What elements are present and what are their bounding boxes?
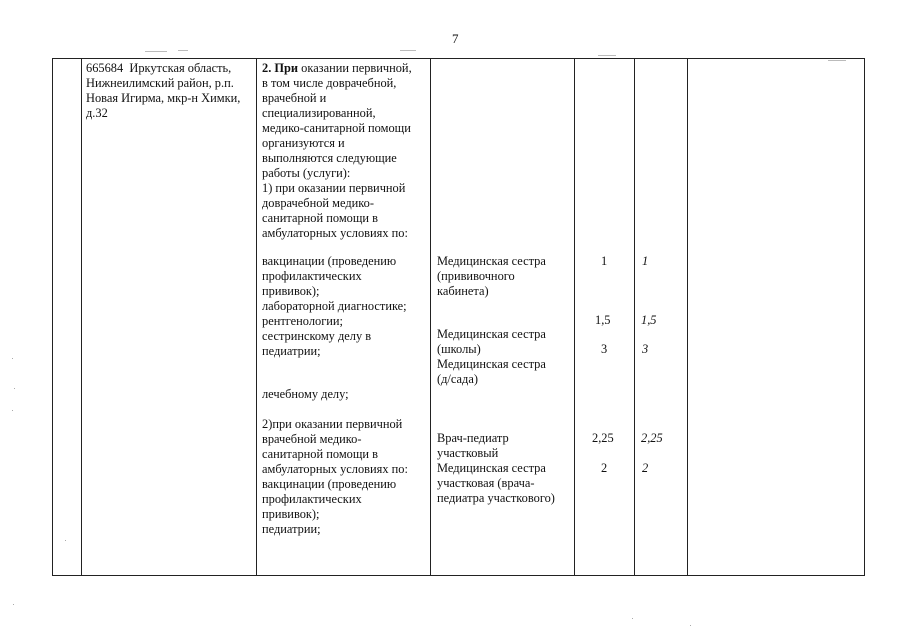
service-line: профилактических	[262, 269, 362, 283]
scan-mark	[178, 50, 188, 51]
column-divider	[81, 58, 82, 576]
scan-mark	[598, 55, 616, 56]
staff-group-3	[437, 431, 555, 506]
service-line: амбулаторных условиях по:	[262, 462, 408, 476]
intro-line: амбулаторных условиях по:	[262, 226, 408, 240]
planned-value: 3	[601, 342, 608, 356]
intro-line: врачебной и	[262, 91, 327, 105]
column-divider	[430, 58, 431, 576]
staff-line: (д/сада)	[437, 372, 478, 386]
staff-line: (прививочного	[437, 269, 515, 283]
intro-line: 1) при оказании первичной	[262, 181, 406, 195]
staff-line: участковый	[437, 446, 499, 460]
staff-line: участковая (врача-	[437, 476, 535, 490]
staff-line: Медицинская сестра	[437, 254, 546, 268]
address-line: Нижнеилимский район, р.п.	[86, 76, 234, 90]
actual-value: 1,5	[641, 313, 657, 327]
actual-value: 3	[642, 342, 649, 356]
intro-first-line	[262, 61, 412, 76]
column-divider	[574, 58, 575, 576]
services-block-1	[262, 254, 407, 359]
scan-mark	[145, 51, 167, 52]
staff-line: (школы)	[437, 342, 481, 356]
intro-line: специализированной,	[262, 106, 376, 120]
intro-line: выполняются следующие	[262, 151, 397, 165]
intro-rest: оказании первичной,	[298, 61, 412, 75]
column-divider	[687, 58, 688, 576]
planned-value: 2	[601, 461, 608, 475]
staff-line: Медицинская сестра	[437, 461, 546, 475]
service-line: 2)при оказании первичной	[262, 417, 403, 431]
intro-line: работы (услуги):	[262, 166, 351, 180]
service-line: лабораторной диагностике;	[262, 299, 407, 313]
scan-mark	[400, 50, 416, 51]
address-line: Новая Игирма, мкр-н Химки,	[86, 91, 241, 105]
address-cell	[86, 61, 240, 121]
planned-value: 1,5	[595, 313, 611, 327]
service-line: вакцинации (проведению	[262, 477, 397, 491]
service-line: сестринскому делу в	[262, 329, 372, 343]
planned-value: 2,25	[592, 431, 614, 445]
scan-dot	[12, 358, 13, 359]
column-divider	[634, 58, 635, 576]
actual-value: 2,25	[641, 431, 663, 445]
actual-value: 1	[642, 254, 649, 268]
services-block-2	[262, 417, 408, 537]
service-line: врачебной медико-	[262, 432, 362, 446]
intro-bold: 2. При	[262, 61, 299, 75]
staff-line: кабинета)	[437, 284, 489, 298]
scan-dot	[14, 388, 15, 389]
scan-dot	[12, 410, 13, 411]
scan-dot	[13, 604, 14, 605]
staff-line: Врач-педиатр	[437, 431, 509, 445]
address-line: 665684 Иркутская область,	[86, 61, 232, 75]
service-line: лечебному делу;	[262, 387, 349, 401]
page-number: 7	[452, 31, 459, 46]
service-line: педиатрии;	[262, 522, 321, 536]
scan-dot	[690, 625, 691, 626]
service-line: прививок);	[262, 284, 320, 298]
services-cell	[262, 61, 412, 241]
staff-line: Медицинская сестра	[437, 327, 546, 341]
intro-line: санитарной помощи в	[262, 211, 378, 225]
service-line: прививок);	[262, 507, 320, 521]
staff-line: Медицинская сестра	[437, 357, 546, 371]
address-line: д.32	[86, 106, 108, 120]
staff-group-2	[437, 327, 546, 387]
intro-line: медико-санитарной помощи	[262, 121, 411, 135]
column-divider	[256, 58, 257, 576]
planned-value: 1	[601, 254, 608, 268]
staff-group-1	[437, 254, 546, 299]
service-line: вакцинации (проведению	[262, 254, 397, 268]
service-line: рентгенологии;	[262, 314, 343, 328]
intro-line: доврачебной медико-	[262, 196, 374, 210]
service-line: санитарной помощи в	[262, 447, 378, 461]
scan-dot	[632, 618, 633, 619]
actual-value: 2	[642, 461, 649, 475]
service-line: педиатрии;	[262, 344, 321, 358]
staff-line: педиатра участкового)	[437, 491, 555, 505]
service-line: профилактических	[262, 492, 362, 506]
intro-line: в том числе доврачебной,	[262, 76, 397, 90]
intro-line: организуются и	[262, 136, 345, 150]
